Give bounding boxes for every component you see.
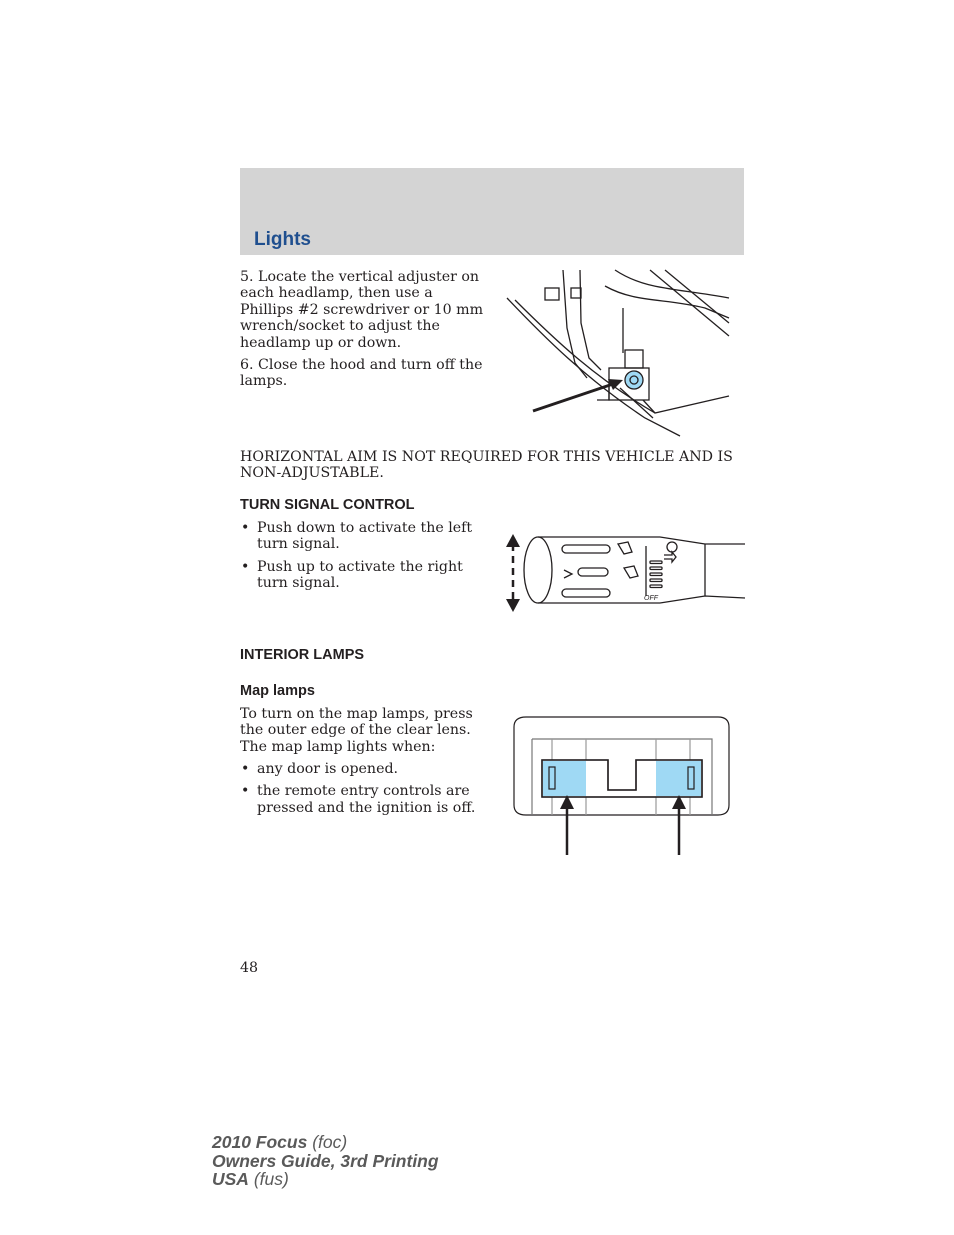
map-lamps-subheading: Map lamps — [240, 683, 315, 699]
list-item: • any door is opened. — [240, 761, 495, 777]
headlamp-adjuster-figure — [505, 268, 730, 438]
horizontal-aim-note: HORIZONTAL AIM IS NOT REQUIRED FOR THIS VEHICLE AND IS NON-ADJUSTABLE. — [240, 449, 733, 482]
adjust-step-6: 6. Close the hood and turn off the lamps. — [240, 357, 483, 390]
turn-signal-heading: TURN SIGNAL CONTROL — [240, 497, 415, 513]
adjust-step-5: 5. Locate the vertical adjuster on each headlamp, then use a Phillips #2 screwdriver or 10 mm wrench/socket to adjust the headlamp up or down. — [240, 269, 484, 351]
page-number: 48 — [240, 960, 259, 976]
map-lamps-intro: To turn on the map lamps, press the outer edge of the clear lens. The map lamp lights when: — [240, 706, 473, 755]
list-item: • the remote entry controls are pressed and the ignition is off. — [240, 783, 495, 816]
list-item: • Push up to activate the right turn signal. — [240, 559, 492, 592]
footer-line-3: USA (fus) — [212, 1169, 289, 1189]
map-lamp-figure — [512, 715, 732, 860]
stalk-off-label: OFF — [644, 595, 658, 602]
section-header-band — [240, 168, 744, 255]
section-title: Lights — [254, 229, 311, 250]
list-item: • Push down to activate the left turn signal. — [240, 520, 492, 553]
footer-line-2: Owners Guide, 3rd Printing — [212, 1150, 439, 1171]
turn-signal-list — [240, 520, 492, 598]
footer-line-1: 2010 Focus (foc) — [212, 1132, 348, 1152]
map-lamps-list — [240, 761, 495, 822]
turn-signal-stalk-figure — [500, 532, 748, 614]
interior-lamps-heading: INTERIOR LAMPS — [240, 647, 365, 663]
document-footer — [212, 1133, 439, 1189]
